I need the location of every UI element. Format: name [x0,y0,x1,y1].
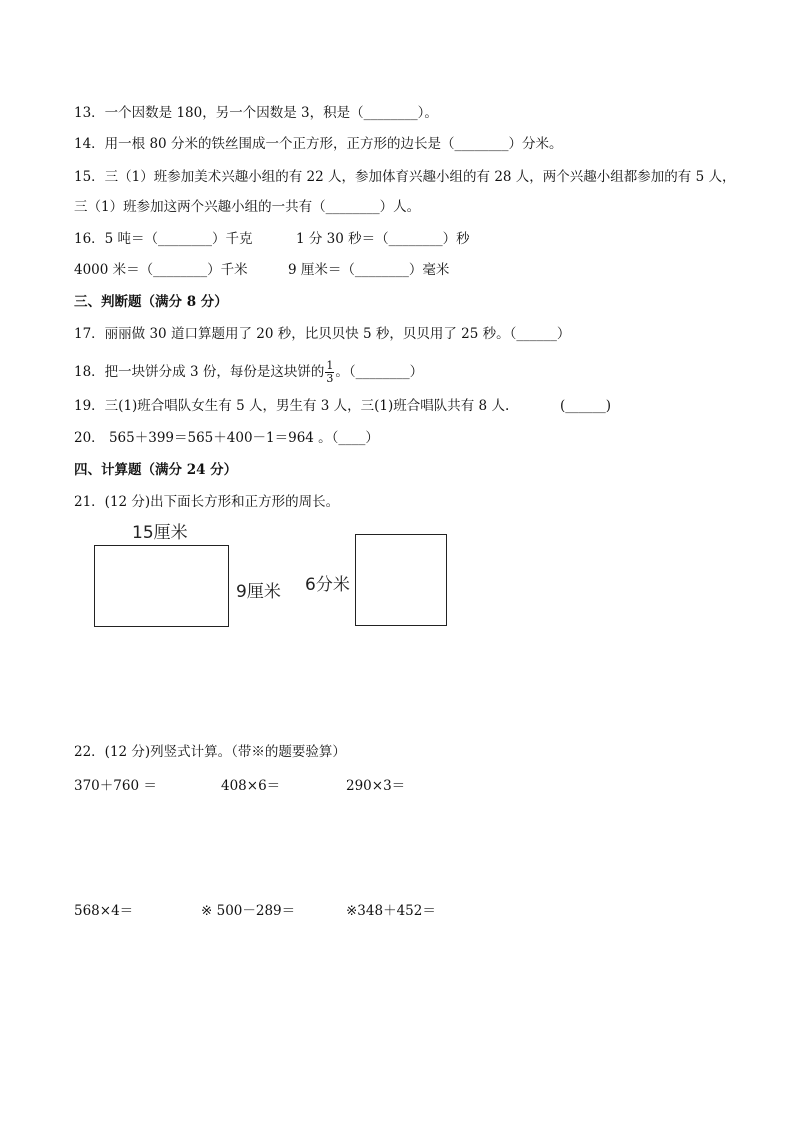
question-18-text: 18．把一块饼分成 3 份，每份是这块饼的 [74,364,325,380]
square-figure [355,534,447,626]
question-18-blank: 。（________） [335,364,424,380]
question-15-line2: 三（1）班参加这两个兴趣小组的一共有（________）人。 [74,199,421,215]
question-16-part2: 1 分 30 秒＝（________）秒 [296,231,470,247]
fraction-denominator: 3 [326,372,334,385]
rectangle-width-label: 15厘米 [132,523,188,543]
rectangle-figure [94,545,229,627]
square-side-label: 6分米 [305,575,350,595]
calc-item-4: 568×4＝ [74,903,134,919]
fraction-one-third [325,360,334,385]
question-13: 13．一个因数是 180，另一个因数是 3，积是（________）。 [74,105,438,121]
calc-item-5: ※ 500－289＝ [201,903,296,919]
question-16-part1: 16．5 吨＝（________）千克 [74,231,253,247]
section-judgment-heading: 三、判断题（满分 8 分） [74,294,228,310]
rectangle-height-label: 9厘米 [236,582,281,602]
question-17: 17．丽丽做 30 道口算题用了 20 秒，比贝贝快 5 秒，贝贝用了 25 秒。（______） [74,326,571,342]
question-22: 22．(12 分)列竖式计算。（带※的题要验算） [74,744,346,760]
calc-item-2: 408×6＝ [221,778,281,794]
question-18 [74,360,423,385]
question-21: 21．(12 分)出下面长方形和正方形的周长。 [74,494,340,510]
question-15-line1: 15．三（1）班参加美术兴趣小组的有 22 人，参加体育兴趣小组的有 28 人，两个兴趣小组都参加的有 5 人， [74,169,736,185]
question-16-part3: 4000 米＝（________）千米 [74,262,248,278]
question-20: 20． 565＋399＝565＋400－1＝964 。（____） [74,430,379,446]
question-19-blank: (______) [560,398,612,414]
question-16-part4: 9 厘米＝（________）毫米 [288,262,450,278]
calc-item-6: ※348＋452＝ [346,903,436,919]
question-14: 14．用一根 80 分米的铁丝围成一个正方形，正方形的边长是（________）分米。 [74,136,563,152]
question-19: 19．三(1)班合唱队女生有 5 人，男生有 3 人，三(1)班合唱队共有 8 人. [74,398,510,414]
calc-item-1: 370＋760 ＝ [74,778,157,794]
calc-item-3: 290×3＝ [346,778,406,794]
fraction-numerator: 1 [326,359,334,372]
section-calculation-heading: 四、计算题（满分 24 分） [74,462,238,478]
